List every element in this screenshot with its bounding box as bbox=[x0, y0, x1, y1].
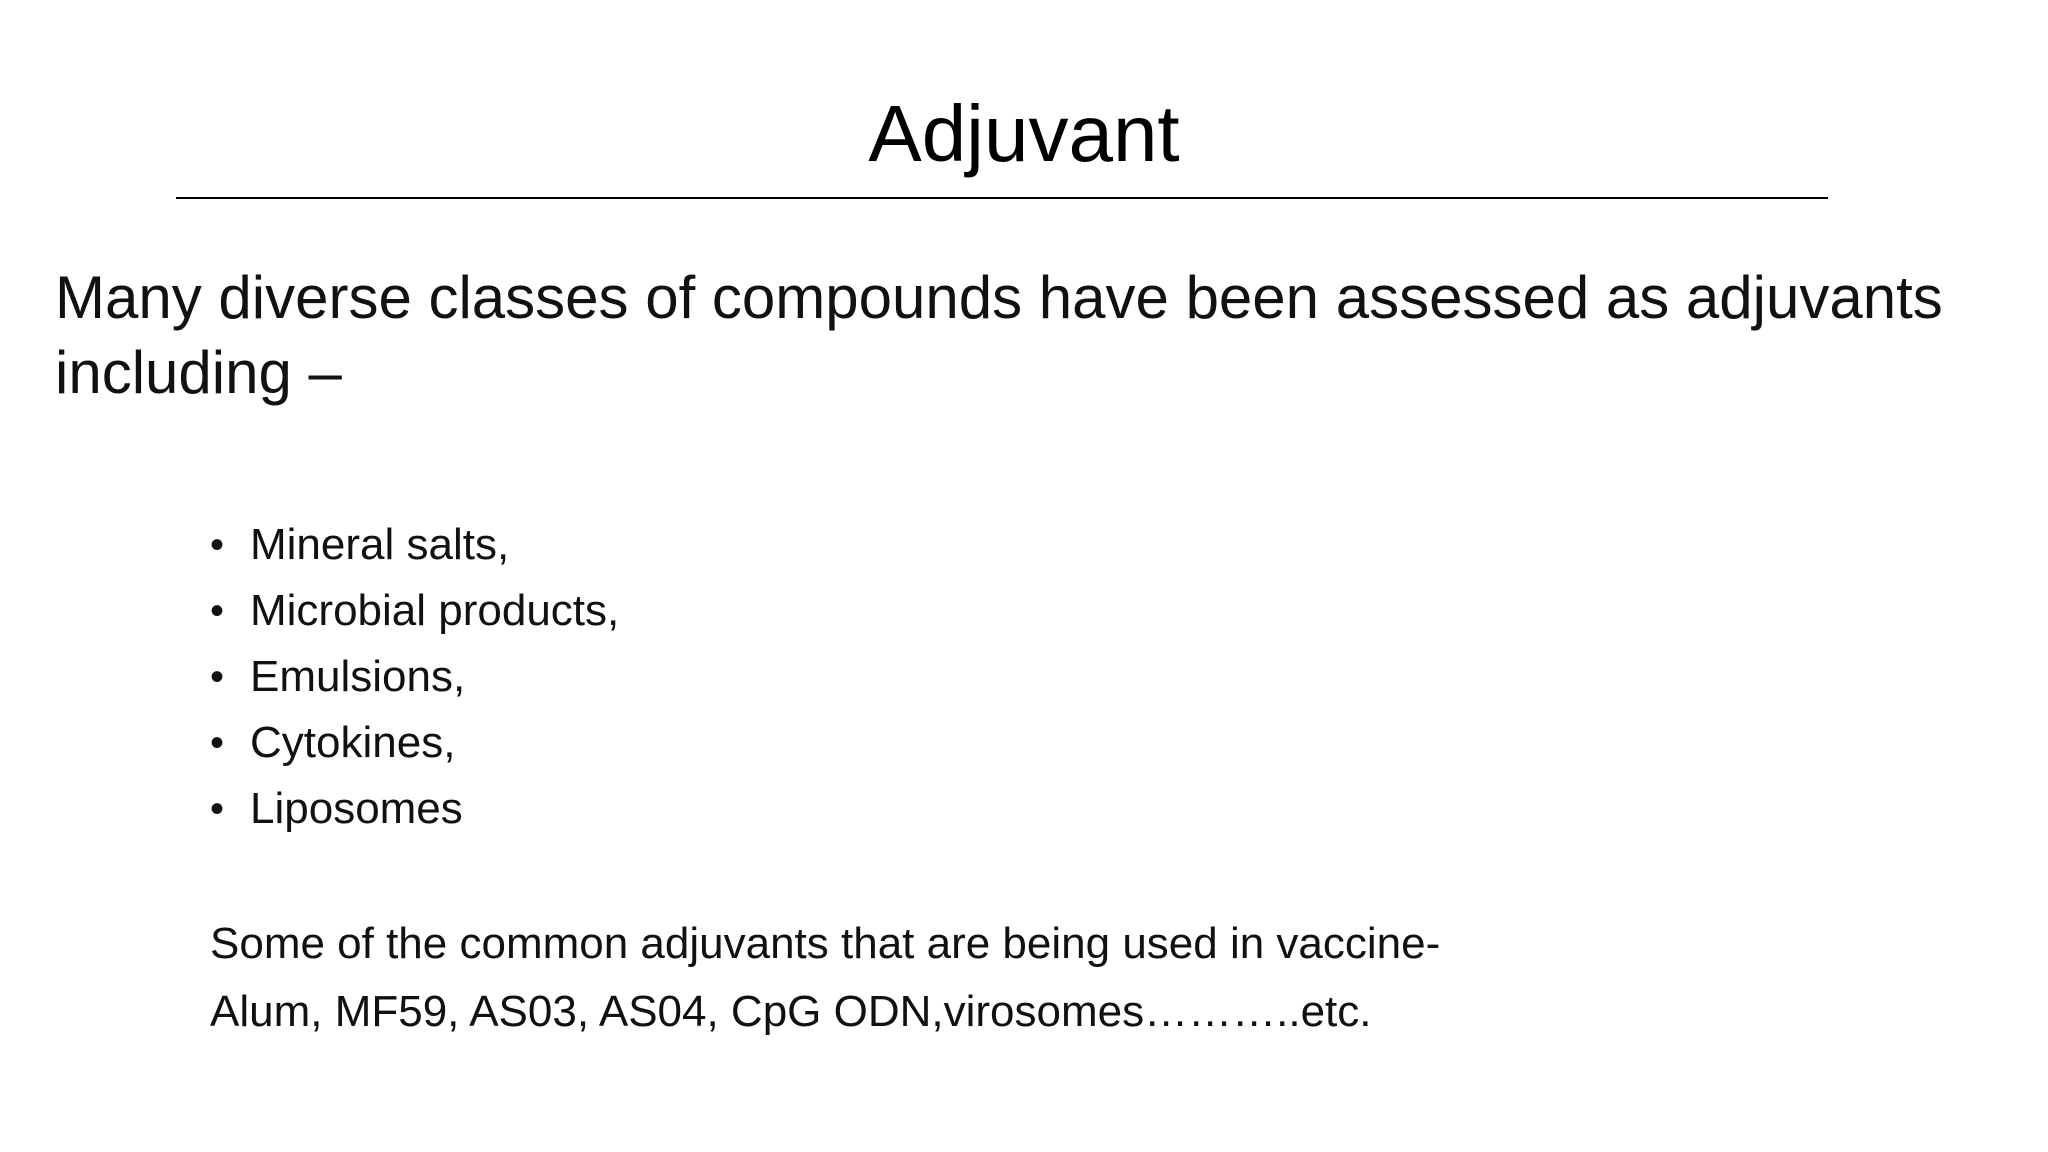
adjuvant-class-list bbox=[210, 512, 619, 842]
bullet-icon: • bbox=[210, 589, 225, 633]
list-item bbox=[210, 578, 619, 644]
note-line-1: Some of the common adjuvants that are being used in vaccine- bbox=[210, 919, 1441, 968]
list-item-label: Cytokines, bbox=[250, 718, 456, 767]
common-adjuvants-note bbox=[210, 910, 1440, 1046]
list-item-label: Mineral salts, bbox=[250, 520, 510, 569]
title-divider bbox=[176, 197, 1828, 199]
note-line-2: Alum, MF59, AS03, AS04, CpG ODN,virosomes………..etc. bbox=[210, 987, 1372, 1036]
bullet-icon: • bbox=[210, 721, 225, 765]
intro-text: Many diverse classes of compounds have been assessed as adjuvants including – bbox=[55, 264, 1943, 406]
list-item bbox=[210, 644, 619, 710]
bullet-icon: • bbox=[210, 787, 225, 831]
bullet-icon: • bbox=[210, 655, 225, 699]
list-item-label: Emulsions, bbox=[250, 652, 466, 701]
list-item bbox=[210, 776, 619, 842]
list-item-label: Microbial products, bbox=[250, 586, 620, 635]
list-item bbox=[210, 710, 619, 776]
bullet-icon: • bbox=[210, 523, 225, 567]
slide-title: Adjuvant bbox=[868, 89, 1180, 178]
list-item-label: Liposomes bbox=[250, 784, 463, 833]
list-item bbox=[210, 512, 619, 578]
